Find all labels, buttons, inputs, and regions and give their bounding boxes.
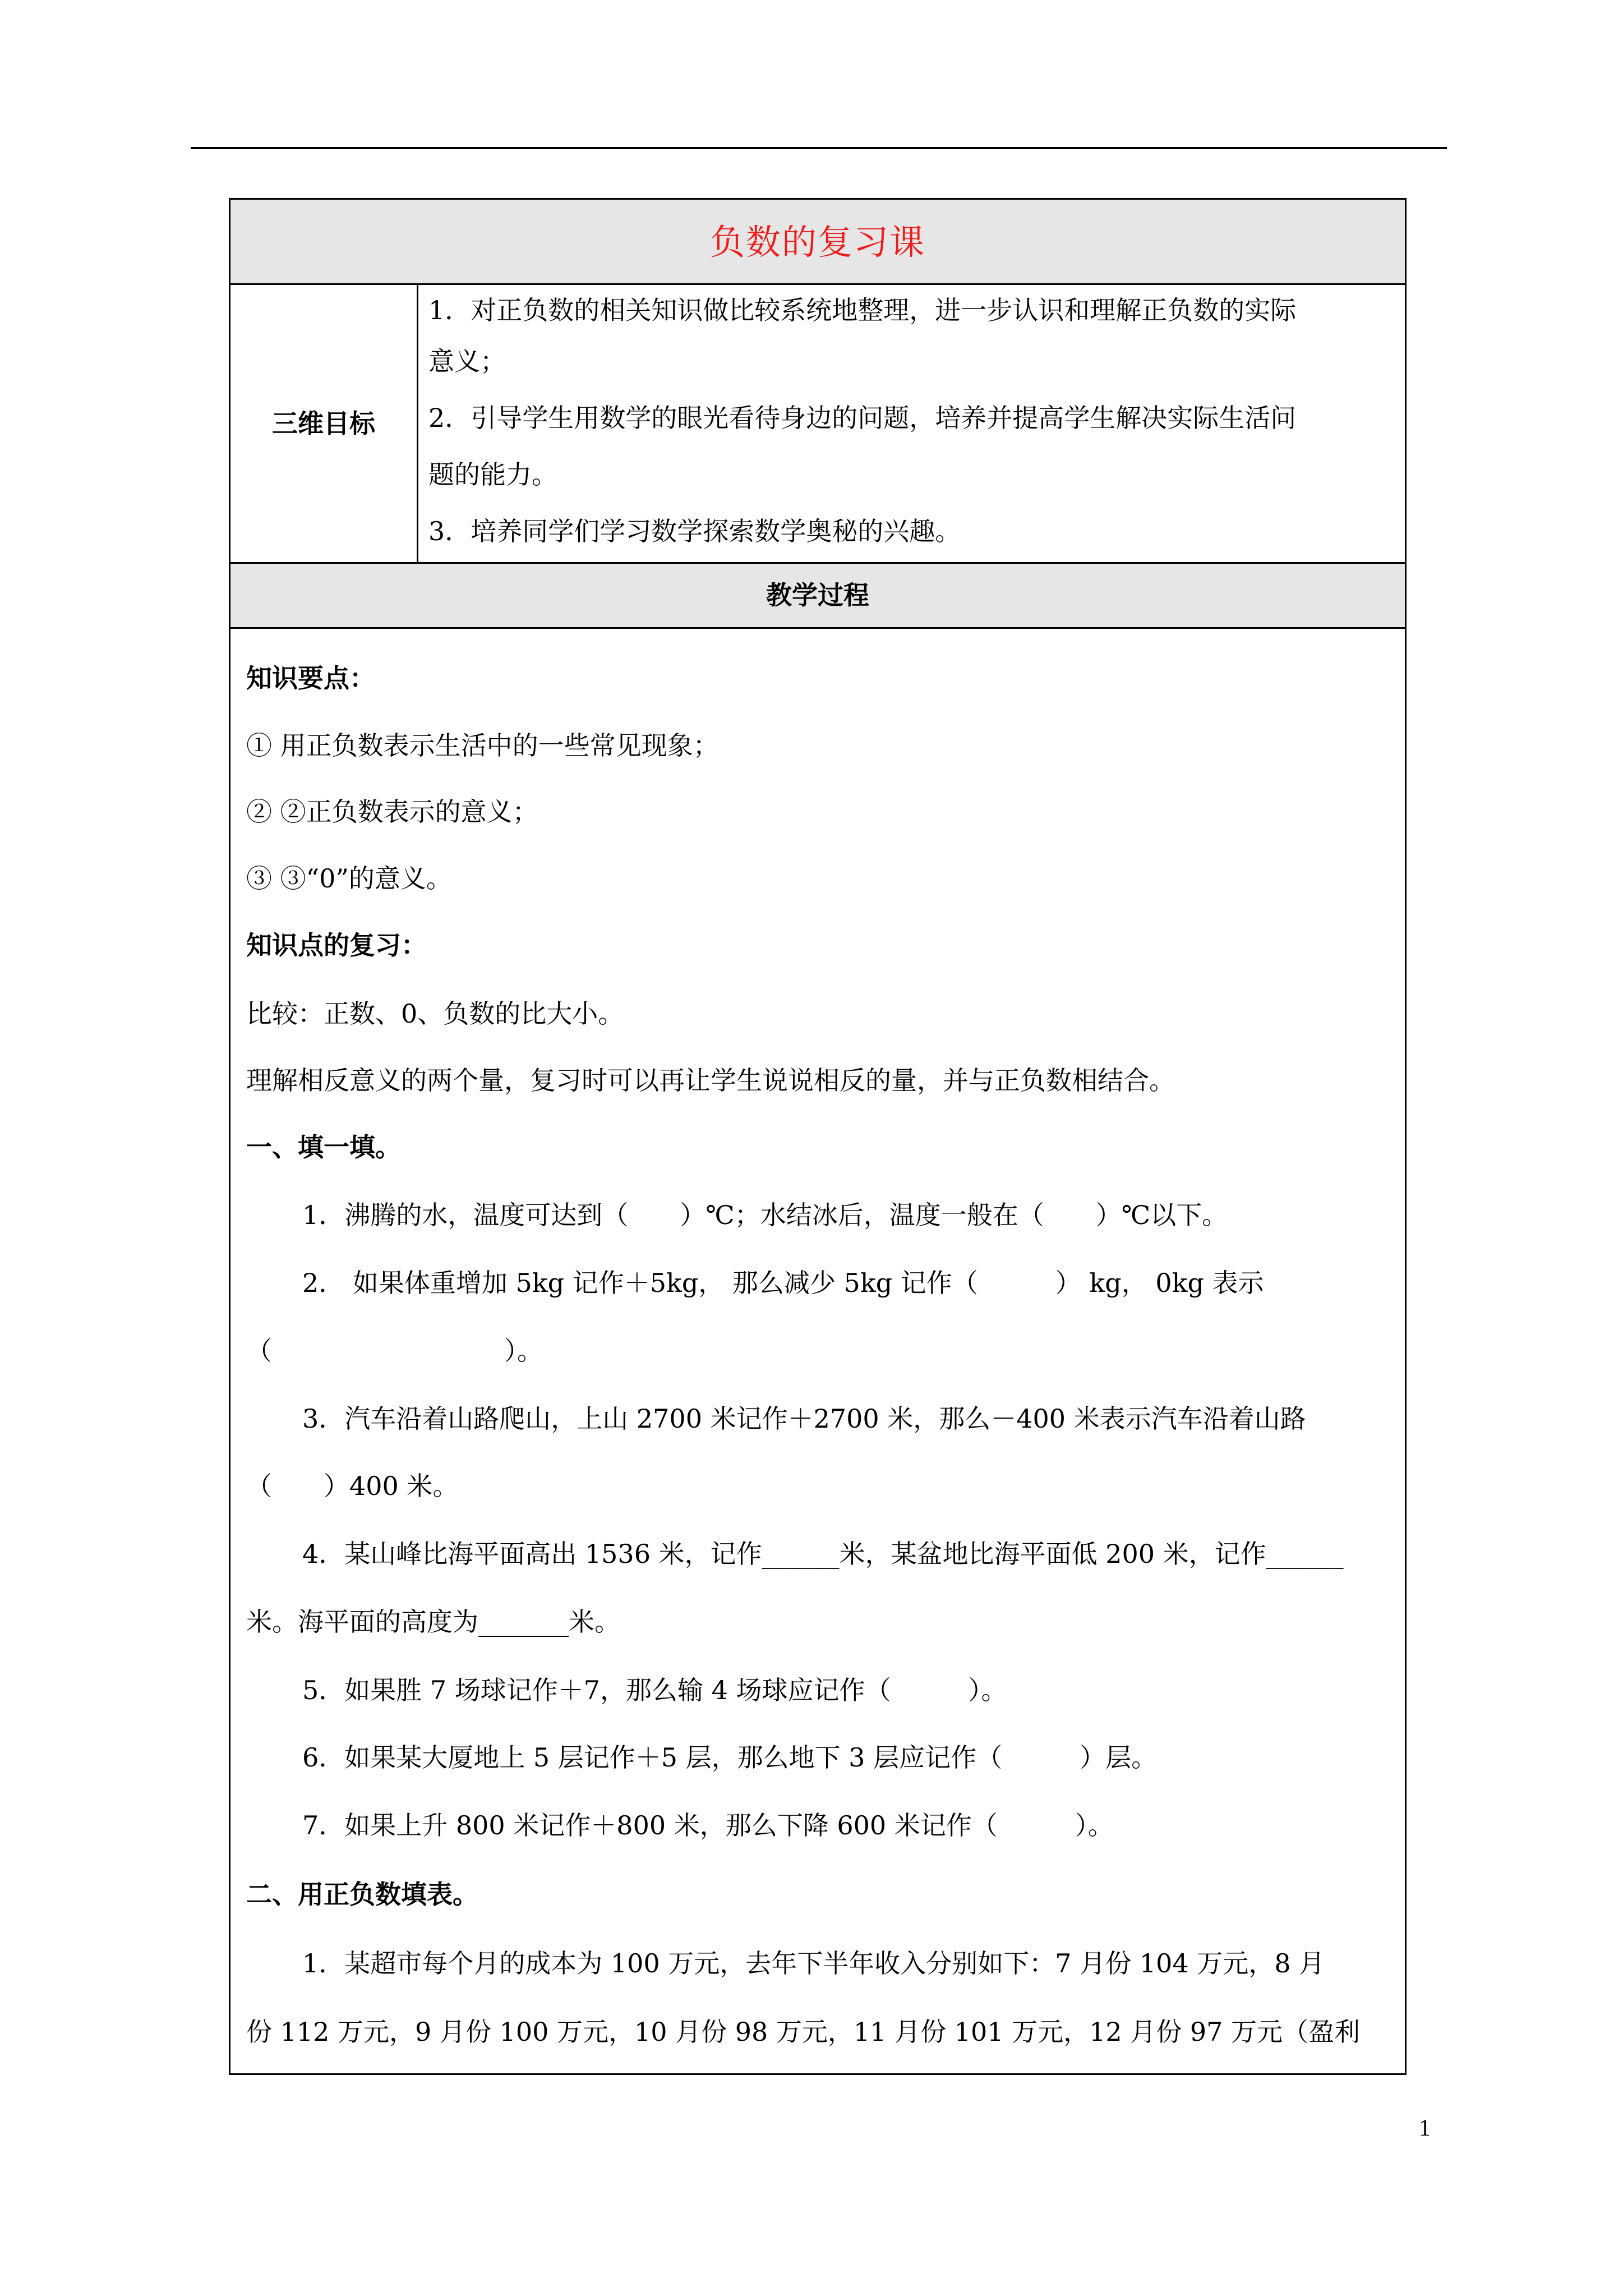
- section-heading: 知识要点：: [246, 663, 375, 693]
- lesson-table: [229, 198, 1407, 2075]
- question-line: 份 112 万元，9 月份 100 万元，10 月份 98 万元，11 月份 101 万元，12 月份 97 万元（盈利: [246, 2017, 1361, 2047]
- section-heading: 知识点的复习：: [246, 930, 427, 960]
- content-line: ① 用正负数表示生活中的一些常见现象；: [246, 730, 719, 761]
- goals-label: 三维目标: [230, 285, 418, 562]
- header-rule: [191, 147, 1447, 149]
- question-line: 6．如果某大厦地上 5 层记作＋5 层，那么地下 3 层应记作（ ）层。: [302, 1742, 1158, 1773]
- question-line: （ ）400 米。: [246, 1471, 459, 1501]
- question-line: 5．如果胜 7 场球记作＋7，那么输 4 场球应记作（ ）。: [302, 1675, 1007, 1705]
- content-line: 比较：正数、0、负数的比大小。: [246, 999, 624, 1029]
- question-line: 7．如果上升 800 米记作＋800 米，那么下降 600 米记作（ ）。: [302, 1810, 1114, 1841]
- content-line: 理解相反意义的两个量，复习时可以再让学生说说相反的量，并与正负数相结合。: [246, 1065, 1175, 1096]
- goal-line: 意义；: [428, 346, 506, 376]
- lesson-title: 负数的复习课: [709, 222, 925, 263]
- title-row: [230, 200, 1405, 285]
- goal-line: 题的能力。: [428, 459, 557, 490]
- process-heading-row: [230, 564, 1405, 629]
- question-line: 米。海平面的高度为_______米。: [246, 1607, 620, 1637]
- question-line: 1．沸腾的水，温度可达到（ ）℃；水结冰后，温度一般在（ ）℃以下。: [302, 1200, 1228, 1230]
- goal-line: 1．对正负数的相关知识做比较系统地整理，进一步认识和理解正负数的实际: [428, 295, 1297, 325]
- content-line: ③ ③“0”的意义。: [246, 863, 452, 894]
- question-line: 1．某超市每个月的成本为 100 万元，去年下半年收入分别如下：7 月份 104 万元，8 月: [302, 1948, 1325, 1978]
- page-number: 1: [1419, 2115, 1431, 2141]
- process-title: 教学过程: [766, 580, 869, 610]
- content-line: ② ②正负数表示的意义；: [246, 797, 538, 827]
- question-line: 2． 如果体重增加 5kg 记作＋5kg， 那么减少 5kg 记作（ ） kg， 0kg 表示: [302, 1268, 1264, 1298]
- question-line: （ ）。: [246, 1336, 543, 1366]
- section-heading: 二、用正负数填表。: [246, 1879, 478, 1910]
- question-line: 3．汽车沿着山路爬山，上山 2700 米记作＋2700 米，那么－400 米表示汽车沿着山路: [302, 1404, 1306, 1434]
- question-line: 4．某山峰比海平面高出 1536 米，记作______米，某盆地比海平面低 200 米，记作______: [302, 1539, 1344, 1569]
- section-heading: 一、填一填。: [246, 1132, 401, 1162]
- goal-line: 3．培养同学们学习数学探索数学奥秘的兴趣。: [428, 516, 961, 546]
- goals-row: [230, 285, 1405, 564]
- goal-line: 2．引导学生用数学的眼光看待身边的问题，培养并提高学生解决实际生活问: [428, 403, 1297, 433]
